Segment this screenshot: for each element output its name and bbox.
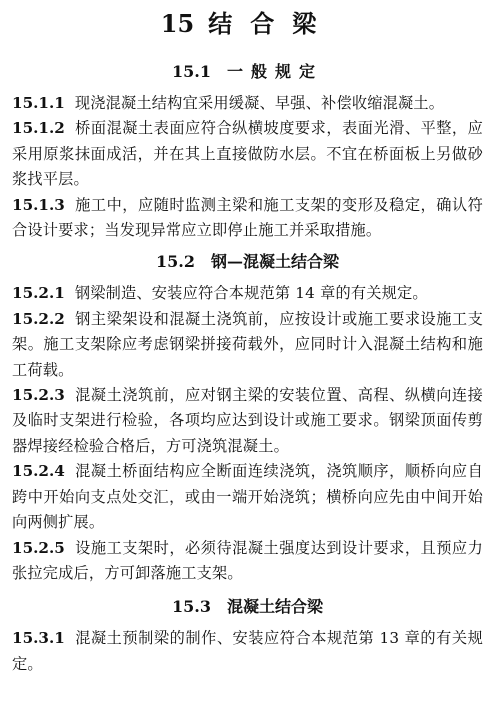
clause-text: 设施工支架时，必须待混凝土强度达到设计要求，且预应力张拉完成后，方可卸落施工支架。: [12, 538, 483, 582]
section-title-15-2: [12, 249, 483, 275]
section-name: 混凝土结合梁: [226, 597, 323, 617]
clause-text: 混凝土浇筑前，应对钢主梁的安装位置、高程、纵横向连接及临时支架进行检验，各项均应达到设计或施工要求。钢梁顶面传剪器焊接经检验合格后，方可浇筑混凝土。: [12, 386, 483, 455]
clause-15-3-1: [12, 626, 483, 677]
section-name: 一般规定: [226, 62, 323, 81]
clause-text: 桥面混凝土表面应符合纵横坡度要求，表面光滑、平整，应采用原浆抹面成活，并在其上直接做防水层。不宜在桥面板上另做砂浆找平层。: [12, 119, 483, 189]
clause-15-2-3: [12, 383, 483, 459]
clause-text: 混凝土预制梁的制作、安装应符合本规范第 13 章的有关规定。: [12, 629, 483, 673]
clause-15-2-5: [12, 536, 483, 587]
clause-number: 15.2.5: [12, 538, 65, 557]
chapter-title: [12, 6, 483, 42]
section-number: 15.3: [172, 597, 211, 617]
section-name: 钢—混凝土结合梁: [210, 252, 339, 272]
clause-text: 混凝土桥面结构应全断面连续浇筑，浇筑顺序，顺桥向应自跨中开始向支点处交汇，或由一端开始浇筑；横桥向应先由中间开始向两侧扩展。: [12, 462, 483, 532]
chapter-name: 结合梁: [208, 9, 335, 38]
clause-number: 15.2.2: [12, 309, 65, 328]
clause-number: 15.2.4: [12, 462, 65, 481]
clause-15-1-2: [12, 116, 483, 192]
clause-number: 15.1.3: [12, 195, 65, 214]
clause-15-2-2: [12, 307, 483, 383]
clause-15-2-1: [12, 281, 483, 306]
clause-number: 15.3.1: [12, 629, 65, 648]
clause-15-1-1: [12, 91, 483, 116]
clause-number: 15.1.2: [12, 119, 65, 138]
clause-text: 钢主梁架设和混凝土浇筑前，应按设计或施工要求设施工支架。施工支架除应考虑钢梁拼接荷载外，应同时计入混凝土结构和施工荷载。: [12, 309, 483, 379]
chapter-number: 15: [160, 9, 195, 38]
section-title-15-3: [12, 594, 483, 620]
section-title-15-1: [12, 59, 483, 85]
clause-text: 施工中，应随时监测主梁和施工支架的变形及稳定，确认符合设计要求；当发现异常应立即停止施工并采取措施。: [12, 195, 483, 240]
clause-text: 钢梁制造、安装应符合本规范第 14 章的有关规定。: [74, 284, 428, 303]
clause-15-2-4: [12, 459, 483, 535]
clause-number: 15.2.3: [12, 386, 65, 405]
clause-number: 15.1.1: [12, 94, 65, 112]
clause-number: 15.2.1: [12, 284, 65, 303]
clause-text: 现浇混凝土结构宜采用缓凝、早强、补偿收缩混凝土。: [74, 94, 445, 112]
section-number: 15.2: [156, 252, 195, 272]
section-number: 15.1: [172, 62, 211, 81]
clause-15-1-3: [12, 193, 483, 244]
